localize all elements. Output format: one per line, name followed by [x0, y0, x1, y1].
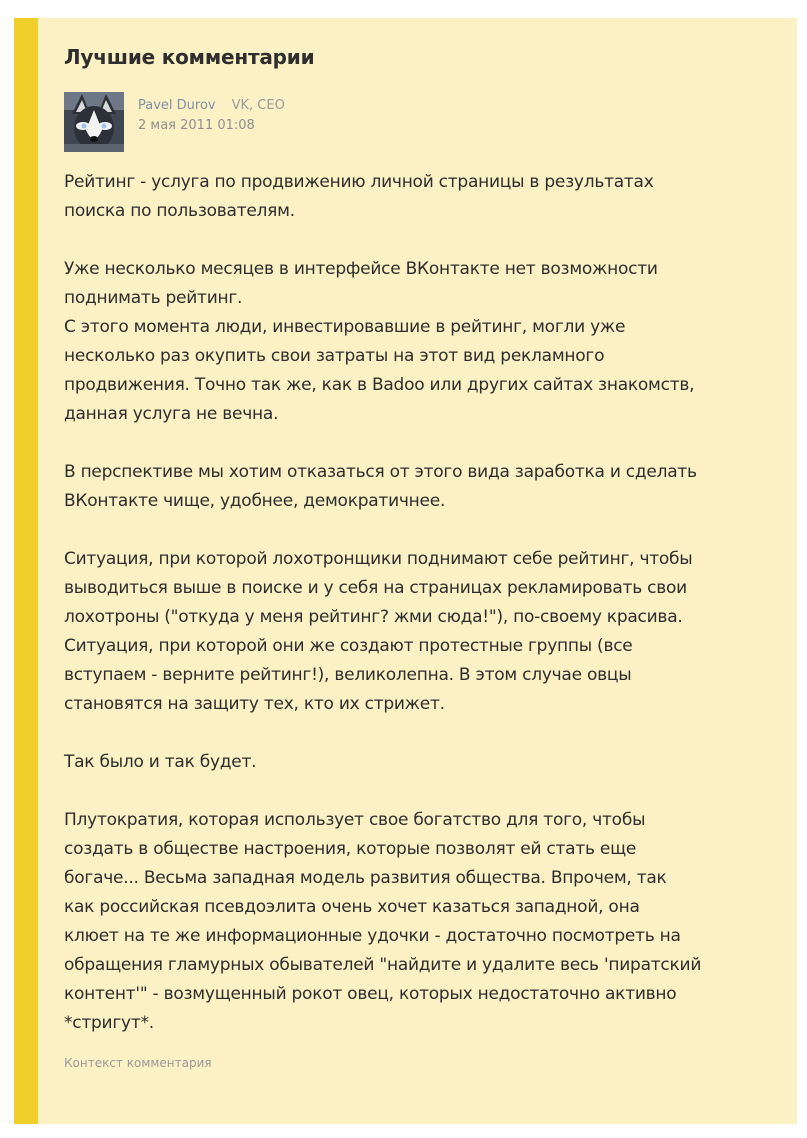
post-date[interactable]: 2 мая 2011 01:08 [138, 118, 255, 133]
author-role: VK, CEO [231, 98, 285, 113]
best-comments-card [14, 18, 797, 1124]
post-paragraph: Так было и так будет. [64, 752, 257, 772]
avatar-image [64, 92, 124, 152]
post-body [64, 168, 764, 1038]
husky-avatar-icon[interactable] [64, 92, 124, 152]
post-paragraph: В перспективе мы хотим отказаться от этого вида заработка и сделать ВКонтакте чище, удобнее, демократичнее. [64, 462, 697, 511]
author-meta [138, 96, 285, 136]
post-paragraph: Плутократия, которая использует свое богатство для того, чтобы создать в обществе настроения, которые позволят ей стать еще богаче... Весьма западная модель развития общества. Впрочем, так как российская псевдоэлита очень хочет казаться западной, она клюет на те же информационные удочки - достаточно посмотреть на обращения гламурных обывателей "найдите и удалите весь 'пиратский контент'" - возмущенный рокот овец, которых недостаточно активно *стригут*. [64, 810, 702, 1033]
author-row [64, 92, 764, 154]
section-title: Лучшие комментарии [64, 45, 315, 69]
comment-content [64, 38, 764, 1070]
post-paragraph: Рейтинг - услуга по продвижению личной страницы в результатах поиска по пользователям. [64, 172, 654, 221]
accent-bar [14, 18, 38, 1124]
author-name[interactable]: Pavel Durov [138, 98, 216, 113]
post-paragraph: Ситуация, при которой лохотронщики поднимают себе рейтинг, чтобы выводиться выше в поиске и у себя на страницах рекламировать свои лохотроны ("откуда у меня рейтинг? жми сюда!"), по-своему красива. Ситуация, при которой они же создают протестные группы (все вступаем - верните рейтинг!), великолепна. В этом случае овцы становятся на защиту тех, кто их стрижет. [64, 549, 693, 714]
post-paragraph: Уже несколько месяцев в интерфейсе ВКонтакте нет возможности поднимать рейтинг. С этого момента люди, инвестировавшие в рейтинг, могли уже несколько раз окупить свои затраты на этот вид рекламного продвижения. Точно так же, как в Badoo или других сайтах знакомств, данная услуга не вечна. [64, 259, 695, 424]
comment-context-link[interactable]: Контекст комментария [64, 1056, 212, 1070]
